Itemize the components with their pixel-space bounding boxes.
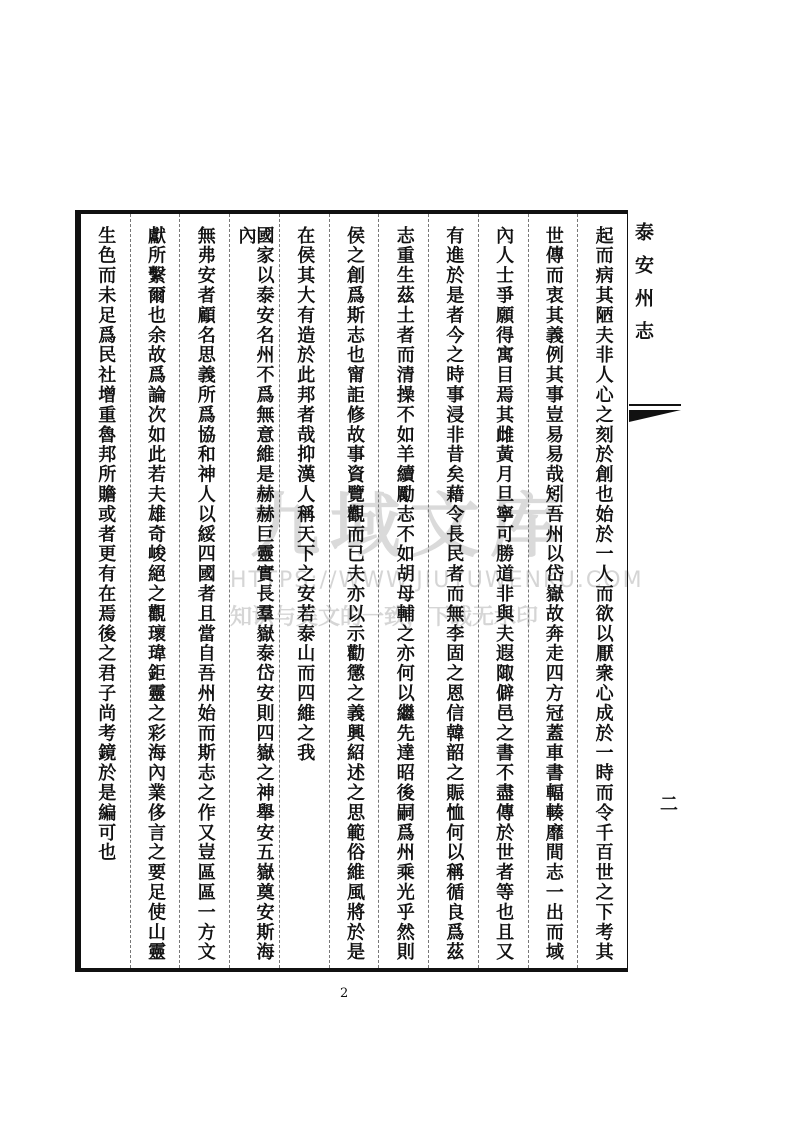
column-text: 生色而未足爲民社增重魯邦所贍或者更有在焉後之君子尚考鏡於是編可也 [95,226,117,863]
watermark-slogan: 知识与美文的一致，下载无水印 [230,604,539,630]
text-column [428,214,478,968]
page-number: 2 [340,986,349,1001]
column-text: 內人士爭願得寓目焉其雌黃月旦寧可勝道非與夫遐陬僻邑之書不盡傳於世者等也且又 [493,226,515,963]
text-frame [75,210,628,972]
column-text: 無弗安者顧名思義所爲協和神人以綏四國者且當自吾州始而斯志之作又豈區區一方文 [194,226,216,963]
column-text: 起而病其陋夫非人心之刻於創也始於一人而欲以厭衆心成於一時而令千百世之下考其 [592,226,614,963]
text-columns [81,214,627,968]
fishtail-mark-line [629,404,681,406]
text-column [478,214,528,968]
text-column [81,214,130,968]
column-text: 國家以泰安名州不爲無意維是赫赫巨靈實長羣嶽泰岱安則四嶽之神舉安五嶽奠安斯海內 [235,226,275,963]
text-column [528,214,578,968]
text-column [279,214,329,968]
column-text: 志重生茲土者而清操不如羊續勵志不如胡母輔之亦何以繼先達昭後嗣爲州乘光乎然則 [393,226,415,963]
text-column [179,214,229,968]
column-text: 世傳而衷其義例其事豈易易哉矧吾州以岱嶽故奔走四方冠蓋車書輻輳靡間志一出而域 [542,226,564,963]
text-column [329,214,379,968]
text-column [229,214,279,968]
watermark-url: HTTPS://WWW.JIUYUWENKU.COM [230,568,644,593]
column-text: 侯之創爲斯志也甯詎修故事資覽觀而已夫亦以示勸懲之義興紹述之思範俗維風將於是 [343,226,365,963]
folio-number: 二 [660,794,678,815]
book-title: 泰安州志 [632,222,654,354]
text-column [378,214,428,968]
column-text: 在侯其大有造於此邦者哉抑漢人稱天下之安若泰山而四維之我 [294,226,316,764]
fishtail-mark [629,410,681,422]
watermark-logo: 九域文库 [250,484,570,567]
text-column [577,214,627,968]
column-text: 獻所繫爾也余故爲論次如此若夫雄奇峻絕之觀瓌瑋鉅靈之彩海內業侈言之要足使山靈 [145,226,167,963]
text-column [130,214,180,968]
column-text: 有進於是者今之時事浸非昔矣藉令長民者而無李固之恩信韓韶之賑恤何以稱循良爲茲 [443,226,465,963]
